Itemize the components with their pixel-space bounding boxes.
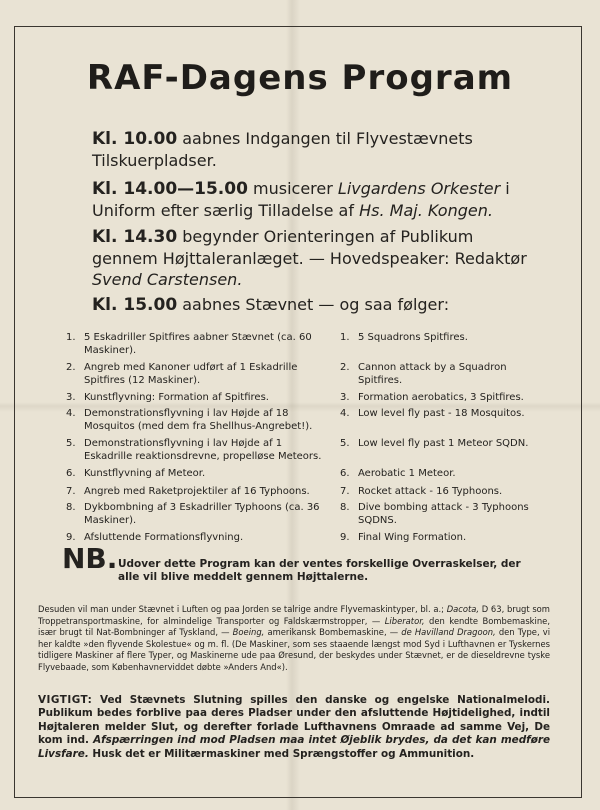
important-label: VIGTIGT: — [38, 694, 93, 706]
schedule-italic: Hs. Maj. Kongen. — [359, 201, 493, 220]
schedule-item-1430 — [92, 226, 532, 290]
schedule-italic: Livgardens Orkester — [337, 179, 501, 198]
schedule-item-1500 — [92, 294, 532, 316]
schedule-text: aabnes Indgangen til Flyvestævnets Tilskuerpladser. — [92, 129, 473, 170]
important-notice: VIGTIGT: Ved Stævnets Slutning spilles den danske og engelske Nationalmelodi. Publikum bedes forblive paa deres Pladser under den afsluttende Højtidelighed, indtil Højtaleren melder Slut, og derefter forlade Lufthavnens Omraade ad samme Vej, De kom ind. Afspærringen ind mod Pladsen maa intet Øjeblik brydes, da det kan medføre Livsfare. Husk det er Militærmaskiner med Sprængstoffer og Ammunition. — [38, 694, 550, 760]
schedule-time: Kl. 15.00 — [92, 295, 178, 315]
schedule-time: Kl. 10.00 — [92, 129, 178, 149]
schedule-text: aabnes Stævnet — og saa følger: — [182, 295, 450, 314]
nb-text: Udover dette Program kan der ventes forskellige Overraskelser, der alle vil blive meddelt gennem Højttalerne. — [118, 558, 521, 583]
schedule-text: i Uniform efter særlig Tilladelse af — [92, 179, 510, 220]
schedule-text: begynder Orienteringen af Publikum gennem Højttaleranlæget. — Hovedspeaker: Redaktør — [92, 227, 527, 268]
schedule-time: Kl. 14.30 — [92, 227, 178, 247]
schedule-text: musicerer — [253, 179, 333, 198]
schedule-item-1400 — [92, 178, 532, 221]
schedule-item-1000 — [92, 128, 532, 171]
poster-title: RAF-Dagens Program — [86, 58, 514, 98]
nb-mark: NB. — [62, 542, 118, 575]
aircraft-info-paragraph: Desuden vil man under Stævnet i Luften og paa Jorden se talrige andre Flyvemaskintyper, bl. a.; Dacota, D 63, brugt som Troppetransportmaskine, for almindelige Transporter og Faldskærmstropper, — Liberator, den kendte Bombemaskine, især brugt til Nat-Bombninger af Tyskland, — Boeing, amerikansk Bombemaskine, — de Havilland Dragoon, den Type, vi her kaldte »den flyvende Skolestue« og m. fl. (De Maskiner, som ses staaende længst mod Syd i Lufthavnen er Tyskernes tidligere Maskiner af flere Typer, og Maskinerne ude paa Øresund, der beskydes under Stævnet, er de dieseldrevne tyske Flyvebaade, som Københavnerviddet døbte »Anders And«). — [38, 604, 551, 672]
poster-sheet: RAF-Dagens Program Kl. 10.00 aabnes Indgangen til Flyvestævnets Tilskuerpladser. Kl. 14.00—15.00 musicerer Livgardens Orkester i Uniform efter særlig Tilladelse af Hs. Maj. Kongen. Kl. 14.30 begynder Orienteringen af Publikum gennem Højttaleranlæget. — Hovedspeaker: Redaktør Svend Carstensen. Kl. 15.00 aabnes Stævnet — og saa følger: 1. 5 Eskadriller Spitfires aabner Stævnet (ca. 60 Maskiner). 2. Angreb med Kanoner udført af 1 Eskadrille Spitfires (12 Maskiner). 3. Kunstflyvning: Formation af Spitfires. 4. Demonstrationsflyvning i lav Højde af 18 Mosquitos (med dem fra Shellhus-Angrebet!). 5. Demonstrationsflyvning i lav Højde af 1 Eskadrille reaktionsdrevne, propelløse Meteors. 6. Kunstflyvning af Meteor. 7. Angreb med Raketprojektiler af 16 Typhoons. 8. Dykbombning af 3 Eskadriller Typhoons (ca. 36 Maskiner). 9. Afsluttende Formationsflyvning. 1. 5 Squadrons Spitfires. 2. Cannon attack by a Squadron Spitfires. 3. Formation aerobatics, 3 Spitfires. 4. Low level fly past - 18 Mosquitos. 5. Low level fly past 1 Meteor SQDN. 6. Aerobatic 1 Meteor. 7. Rocket attack - 16 Typhoons. 8. Dive bombing attack - 3 Typhoons SQDNS. 9. Final Wing Formation. NB. Udover dette Program kan der ventes forskellige Overraskelser, der alle vil blive meddelt gennem Højttalerne. Desuden vil man under Stævnet i Luften og paa Jorden se talrige andre Flyvemaskintyper, bl. a.; Dacota, D 63, brugt som Troppetransportmaskine, for almindelige Transporter og Faldskærmstropper, — Liberator, den kendte Bombemaskine, især brugt til Nat-Bombninger af Tyskland, — Boeing, amerikansk Bombemaskine, — de Havilland Dragoon, den Type, vi her kaldte »den flyvende Skolestue« og m. fl. (De Maskiner, som ses staaende længst mod Syd i Lufthavnen er Tyskernes tidligere Maskiner af flere Typer, og Maskinerne ude paa Øresund, der beskydes under Stævnet, er de dieseldrevne tyske Flyvebaade, som Københavnerviddet døbte »Anders And«). VIGTIGT: Ved Stævnets Slutning spilles den danske og engelske Nationalmelodi. Publikum bedes forblive paa deres Pladser under den afsluttende Højtidelighed, indtil Højtaleren melder Slut, og derefter forlade Lufthavnens Omraade ad samme Vej, De kom ind. Afspærringen ind mod Pladsen maa intet Øjeblik brydes, da det kan medføre Livsfare. Husk det er Militærmaskiner med Sprængstoffer og Ammunition. — [0, 0, 600, 810]
schedule-italic: Svend Carstensen. — [92, 270, 243, 289]
schedule-time: Kl. 14.00—15.00 — [92, 179, 248, 199]
